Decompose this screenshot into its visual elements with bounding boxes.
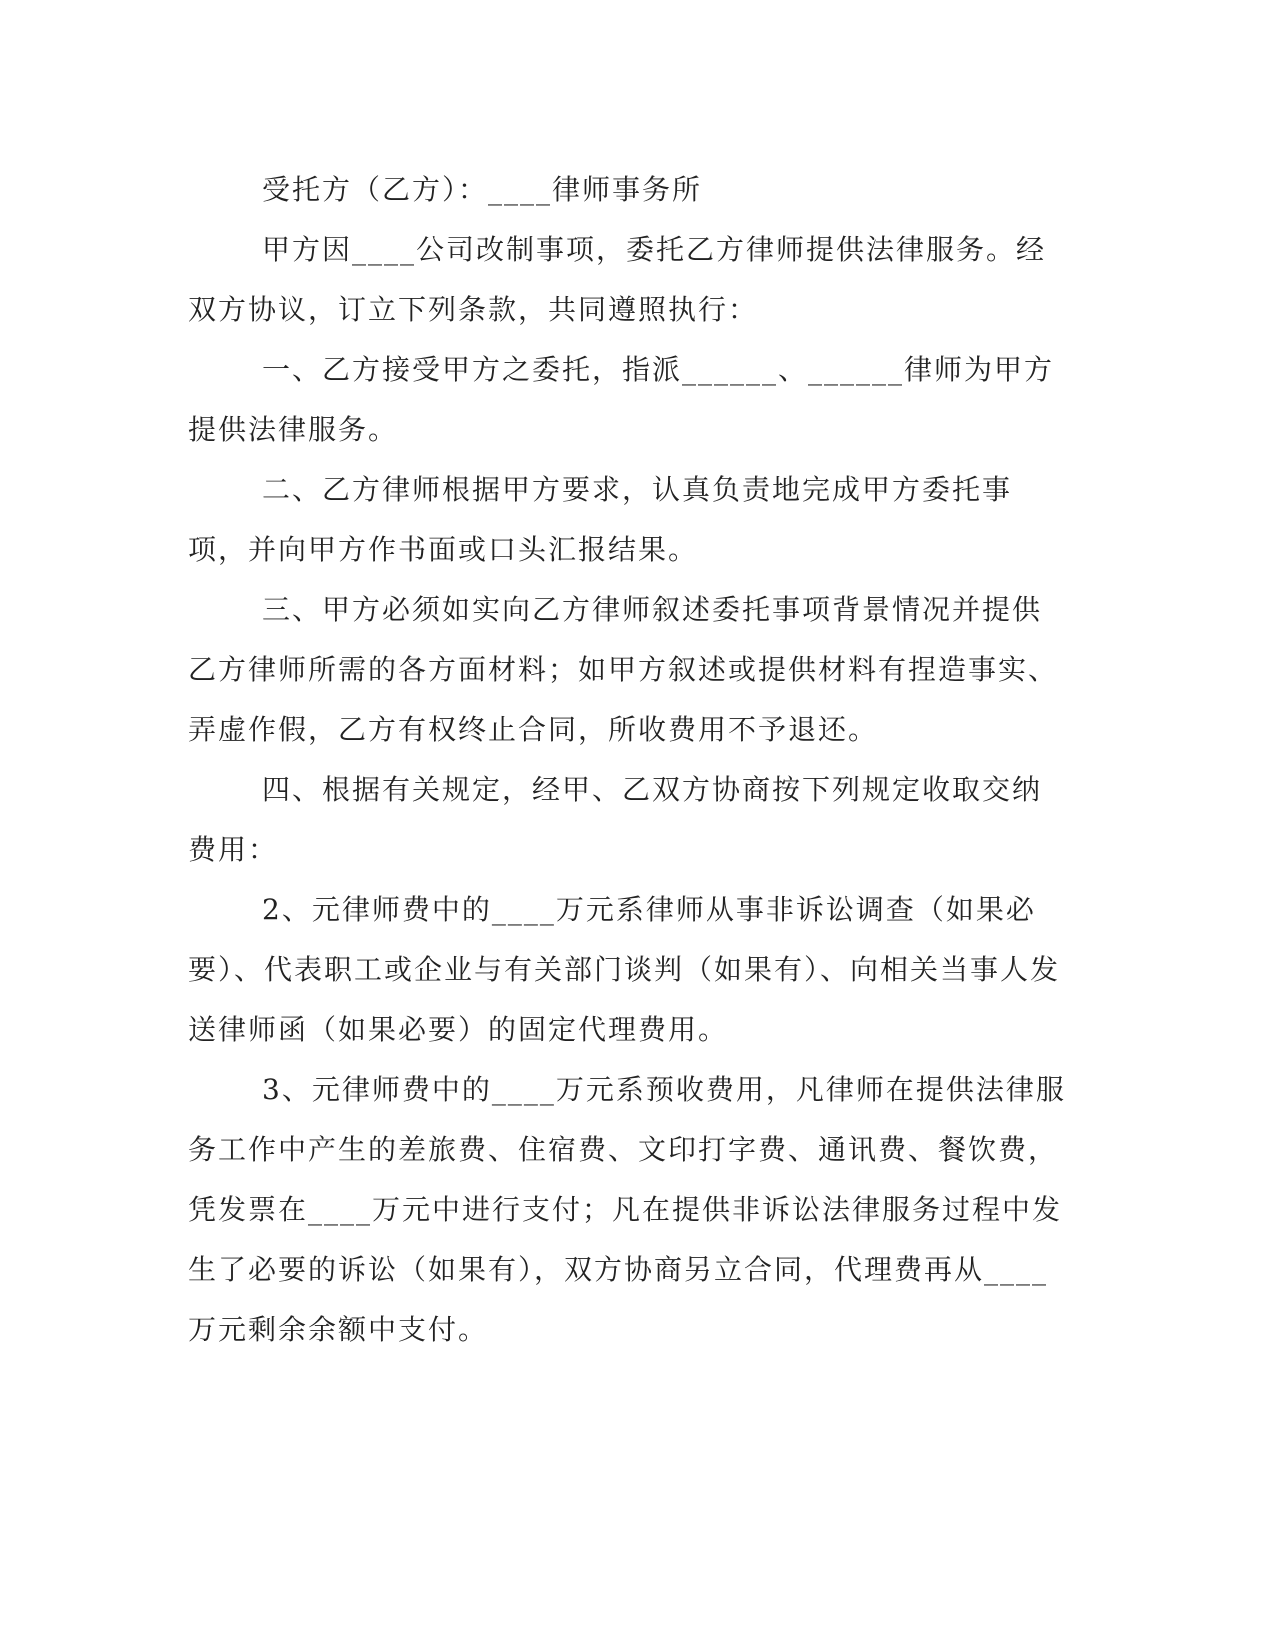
paragraph-clause-3: 三、甲方必须如实向乙方律师叙述委托事项背景情况并提供乙方律师所需的各方面材料；如甲方叙述或提供材料有捏造事实、弄虚作假，乙方有权终止合同，所收费用不予退还。 (188, 593, 1059, 746)
paragraph-intro: 甲方因____公司改制事项，委托乙方律师提供法律服务。经双方协议，订立下列条款，共同遵照执行： (188, 233, 1047, 326)
paragraph-clause-1: 一、乙方接受甲方之委托，指派______、______律师为甲方提供法律服务。 (188, 353, 1055, 446)
document-body (188, 160, 1068, 1360)
paragraph-clause-2: 二、乙方律师根据甲方要求，认真负责地完成甲方委托事项，并向甲方作书面或口头汇报结果。 (188, 473, 1013, 566)
paragraph-fee-item-3: 3、元律师费中的____万元系预收费用，凡律师在提供法律服务工作中产生的差旅费、住宿费、文印打字费、通讯费、餐饮费，凭发票在____万元中进行支付；凡在提供非诉讼法律服务过程中发生了必要的诉讼（如果有），双方协商另立合同，代理费再从____万元剩余余额中支付。 (188, 1073, 1066, 1346)
paragraph-fee-item-2: 2、元律师费中的____万元系律师从事非诉讼调查（如果必要）、代表职工或企业与有关部门谈判（如果有）、向相关当事人发送律师函（如果必要）的固定代理费用。 (188, 893, 1061, 1046)
paragraph-clause-4: 四、根据有关规定，经甲、乙双方协商按下列规定收取交纳费用： (188, 773, 1043, 866)
paragraph-entrusted-party: 受托方（乙方）：____律师事务所 (262, 173, 703, 206)
